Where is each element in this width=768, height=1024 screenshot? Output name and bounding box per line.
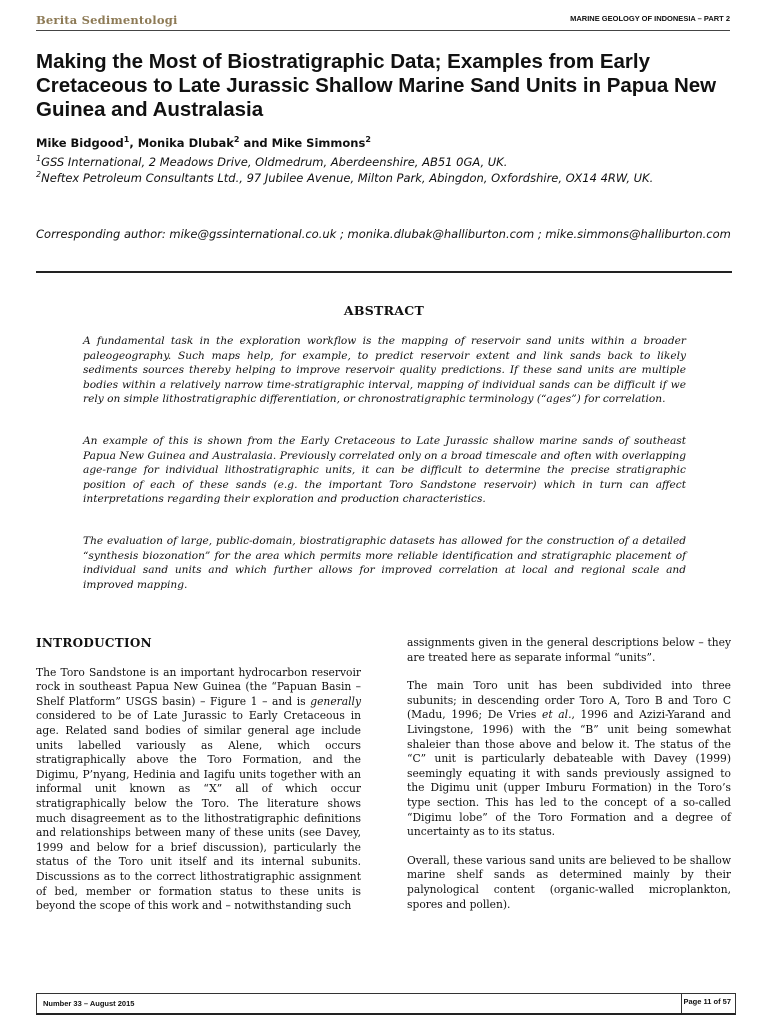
abstract-paragraph-3: The evaluation of large, public-domain, biostratigraphic datasets has allowed for the construction of a detailed “synthesis biozonation” for the area which permits more reliable identification and stratigraphic placement of individual sand units and which further allows for improved correlation at local and regional scale and improved mapping.	[83, 535, 686, 591]
paper-title: Making the Most of Biostratigraphic Data; Examples from Early Cretaceous to Late Jurassic Shallow Marine Sand Units in Papua New Guinea and Australasia	[36, 50, 717, 121]
author-separator: ,	[129, 135, 138, 150]
text-run: considered to be of Late Jurassic to Early Cretaceous in age. Related sand bodies of similar general age include units labelled variously as Alene, which occurs stratigraphically above the Toro Formation, and the Digimu, P’nyang, Hedinia and Iagifu units together with an informal unit known as “X” all of which occur stratigraphically below the Toro. The literature shows much disagreement as to the lithostratigraphic definitions and relationships between many of these units (see Davey, 1999 and below for a brief discussion), particularly the status of the Toro unit itself and its internal subunits. Discussions as to the correct lithostratigraphic assignment of bed, member or formation status to these units is beyond the scope of this work and – notwithstanding such	[36, 709, 361, 913]
author-name: Monika Dlubak	[137, 135, 234, 150]
footer-divider	[681, 994, 682, 1013]
title-divider	[36, 271, 732, 273]
emphasis: et al.	[542, 708, 572, 722]
page-number: Page 11 of 57	[683, 997, 731, 1006]
page-footer	[36, 993, 736, 1015]
text-run: The main Toro unit has been subdivided into three subunits; in descending order Toro A, Toro B and Toro C (Madu, 1996; De Vries	[407, 679, 731, 722]
author-name: Mike Bidgood	[36, 135, 124, 150]
affiliation-marker: 2	[233, 135, 240, 144]
emphasis: generally	[310, 694, 361, 708]
affiliation-number: 2	[36, 170, 42, 179]
intro-paragraph-1	[36, 666, 361, 914]
affiliation-2	[36, 167, 736, 186]
journal-name: Berita Sedimentologi	[36, 13, 178, 27]
text-run: , 1996 and Azizi-Yarand and Livingstone, 1996) with the “B” unit being somewhat shaleier than those above and below it. The status of the “C” unit is particularly debateable with Davey (1999) seemingly equating it with sands previously assigned to the Digimu unit (upper Imburu Formation) in the Toro’s type section. This has led to the concept of a so-called “Digimu lobe” of the Toro Formation and a degree of uncertainty as to its status.	[407, 708, 731, 839]
corresponding-author: Corresponding author: mike@gssinternational.co.uk ; monika.dlubak@halliburton.com ; mike.simmons@halliburton.com	[36, 227, 731, 241]
author-list	[36, 135, 736, 150]
abstract-paragraph-1: A fundamental task in the exploration workflow is the mapping of reservoir sand units within a broader paleogeography. Such maps help, for example, to predict reservoir extent and link sands back to likely sediments sources thereby helping to improve reservoir quality predictions. If these sand units are multiple bodies within a relatively narrow time-stratigraphic interval, mapping of individual sands can be difficult if we rely on simple lithostratigraphic differentiation, or chronostratigraphic terminology (“ages”) for correlation.	[83, 335, 686, 406]
text-run: The Toro Sandstone is an important hydrocarbon reservoir rock in southeast Papua New Guinea (the “Papuan Basin – Shelf Platform” USGS basin) – Figure 1 – and is	[36, 665, 361, 708]
abstract-paragraph-2: An example of this is shown from the Early Cretaceous to Late Jurassic shallow marine sands of southeast Papua New Guinea and Australasia. Previously correlated only on a broad timescale and often with overlapping age-range for individual lithostratigraphic units, it can be difficult to determine the precise stratigraphic position of each of these sands (e.g. the important Toro Sandstone reservoir) which in turn can affect interpretations regarding their exploration and production characteristics.	[83, 435, 686, 506]
affiliation-marker: 2	[365, 135, 371, 144]
body-column-right	[407, 636, 731, 912]
affiliation-text: GSS International, 2 Meadows Drive, Oldmedrum, Aberdeenshire, AB51 0GA, UK.	[41, 154, 508, 169]
section-name: MARINE GEOLOGY OF INDONESIA – PART 2	[570, 14, 730, 23]
author-separator: and	[239, 135, 272, 150]
body-column-left	[36, 636, 361, 914]
introduction-heading: INTRODUCTION	[36, 636, 152, 650]
running-header	[36, 10, 730, 32]
issue-number: Number 33 – August 2015	[43, 999, 135, 1008]
affiliation-marker: 1	[123, 135, 130, 144]
affiliation-text: Neftex Petroleum Consultants Ltd., 97 Jubilee Avenue, Milton Park, Abingdon, Oxfordshire, OX14 4RW, UK.	[41, 170, 654, 185]
intro-paragraph-2	[407, 679, 731, 840]
intro-paragraph-1-continued: assignments given in the general descriptions below – they are treated here as separate informal “units”.	[407, 636, 731, 664]
header-divider	[36, 30, 730, 31]
affiliation-number: 1	[36, 154, 42, 163]
author-name: Mike Simmons	[271, 135, 366, 150]
intro-paragraph-3: Overall, these various sand units are believed to be shallow marine shelf sands as determined mainly by their palynological content (organic-walled microplankton, spores and pollen).	[407, 853, 731, 911]
abstract-heading: ABSTRACT	[343, 303, 425, 318]
